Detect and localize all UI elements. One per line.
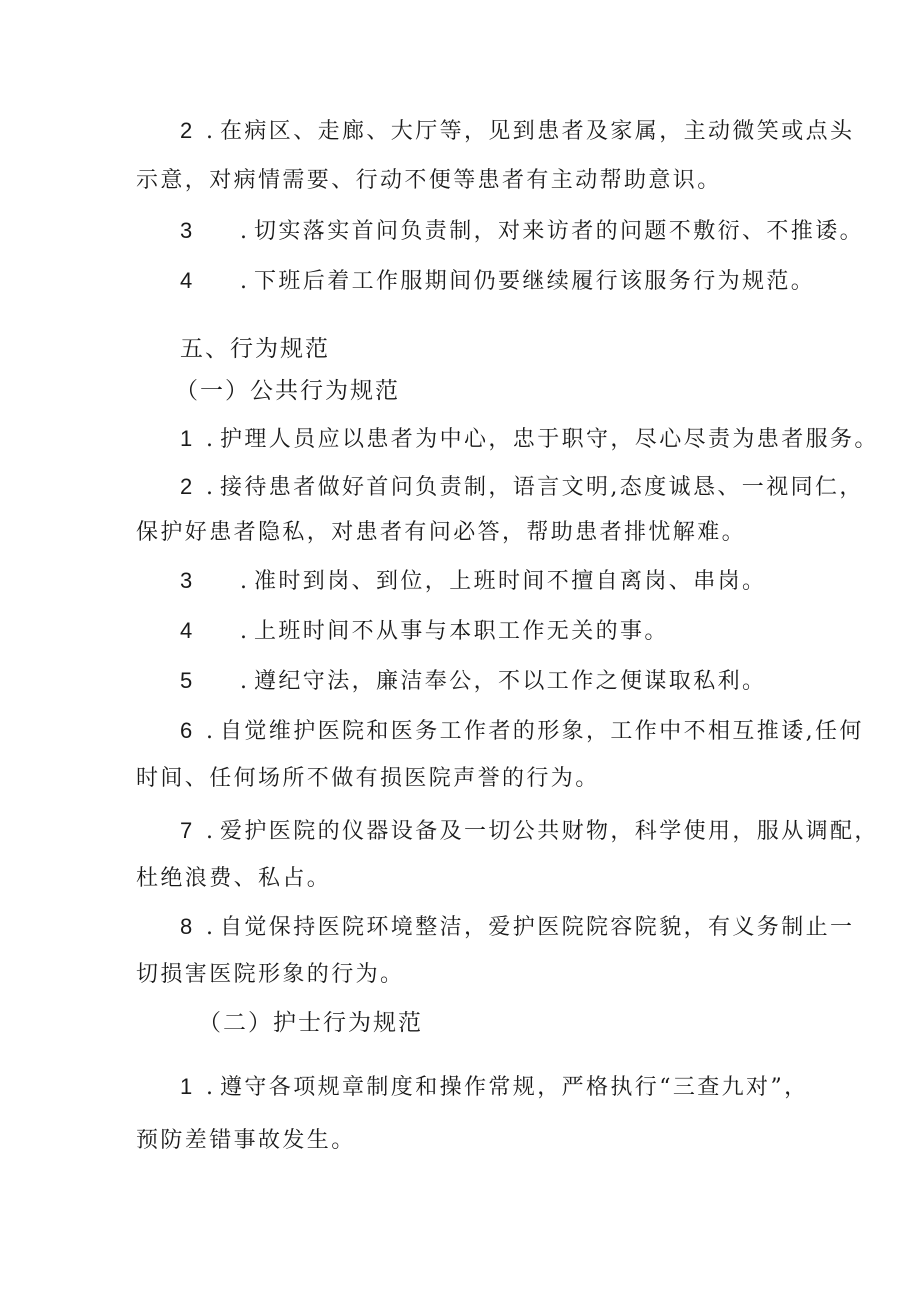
public-item-7-line-2: 杜绝浪费、私占。	[136, 866, 332, 891]
item-text: 遵纪守法，廉洁奉公，不以工作之便谋取私利。	[254, 669, 767, 694]
item-text: 爱护医院的仪器设备及一切公共财物，科学使用，服从调配，	[220, 819, 879, 844]
section-5-title: 五、行为规范	[180, 336, 330, 362]
item-text: 自觉维护医院和医务工作者的形象，工作中不相互推诿,任何	[220, 719, 864, 744]
item-number: 4	[180, 618, 195, 643]
public-item-6-line-1: 6 . 自觉维护医院和医务工作者的形象，工作中不相互推诿,任何	[180, 718, 864, 744]
item-text: 护理人员应以患者为中心，忠于职守，尽心尽责为患者服务。	[220, 427, 879, 452]
paragraph-3: 3 . 切实落实首问负责制，对来访者的问题不敷衍、不推诿。	[180, 218, 865, 244]
public-item-8-line-1: 8 . 自觉保持医院环境整洁，爱护医院院容院貌，有义务制止一	[180, 914, 855, 940]
public-item-1: 1 . 护理人员应以患者为中心，忠于职守，尽心尽责为患者服务。	[180, 426, 879, 452]
paragraph-text: 切实落实首问负责制，对来访者的问题不敷衍、不推诿。	[254, 219, 865, 244]
item-number: 7	[180, 818, 195, 843]
item-text: 自觉保持医院环境整洁，爱护医院院容院貌，有义务制止一	[220, 915, 855, 940]
item-text: 遵守各项规章制度和操作常规，严格执行“三查九对”，	[220, 1075, 809, 1100]
item-number: 3	[180, 218, 195, 243]
paragraph-2-line-2: 示意，对病情需要、行动不便等患者有主动帮助意识。	[136, 168, 722, 193]
public-item-8-line-2: 切损害医院形象的行为。	[136, 962, 405, 987]
public-item-4: 4 . 上班时间不从事与本职工作无关的事。	[180, 618, 669, 644]
item-number: 3	[180, 568, 195, 593]
item-number: 6	[180, 718, 195, 743]
nurse-item-1-line-2: 预防差错事故发生。	[136, 1128, 356, 1153]
public-item-5: 5 . 遵纪守法，廉洁奉公，不以工作之便谋取私利。	[180, 668, 767, 694]
paragraph-text: 在病区、走廊、大厅等，见到患者及家属，主动微笑或点头	[220, 119, 855, 144]
item-number: 5	[180, 668, 195, 693]
subsection-1-title: （一）公共行为规范	[175, 378, 400, 404]
item-text: 准时到岗、到位，上班时间不擅自离岗、串岗。	[254, 569, 767, 594]
item-number: 1	[180, 1074, 195, 1099]
item-text: 上班时间不从事与本职工作无关的事。	[254, 619, 669, 644]
public-item-6-line-2: 时间、任何场所不做有损医院声誉的行为。	[136, 766, 600, 791]
public-item-2-line-2: 保护好患者隐私，对患者有问必答，帮助患者排忧解难。	[136, 520, 747, 545]
item-number: 4	[180, 268, 195, 293]
public-item-7-line-1: 7 . 爱护医院的仪器设备及一切公共财物，科学使用，服从调配，	[180, 818, 879, 844]
item-number: 8	[180, 914, 195, 939]
public-item-3: 3 . 准时到岗、到位，上班时间不擅自离岗、串岗。	[180, 568, 767, 594]
paragraph-2-line-1: 2 . 在病区、走廊、大厅等，见到患者及家属，主动微笑或点头	[180, 118, 855, 144]
public-item-2-line-1: 2 . 接待患者做好首问负责制，语言文明,态度诚恳、一视同仁，	[180, 474, 864, 500]
subsection-2-title: （二）护士行为规范	[198, 1010, 423, 1036]
item-text: 接待患者做好首问负责制，语言文明,态度诚恳、一视同仁，	[220, 475, 864, 500]
nurse-item-1-line-1: 1 . 遵守各项规章制度和操作常规，严格执行“三查九对”，	[180, 1074, 809, 1100]
item-number: 2	[180, 118, 195, 143]
paragraph-4: 4 . 下班后着工作服期间仍要继续履行该服务行为规范。	[180, 268, 816, 294]
item-number: 2	[180, 474, 195, 499]
paragraph-text: 下班后着工作服期间仍要继续履行该服务行为规范。	[254, 269, 816, 294]
item-number: 1	[180, 426, 195, 451]
